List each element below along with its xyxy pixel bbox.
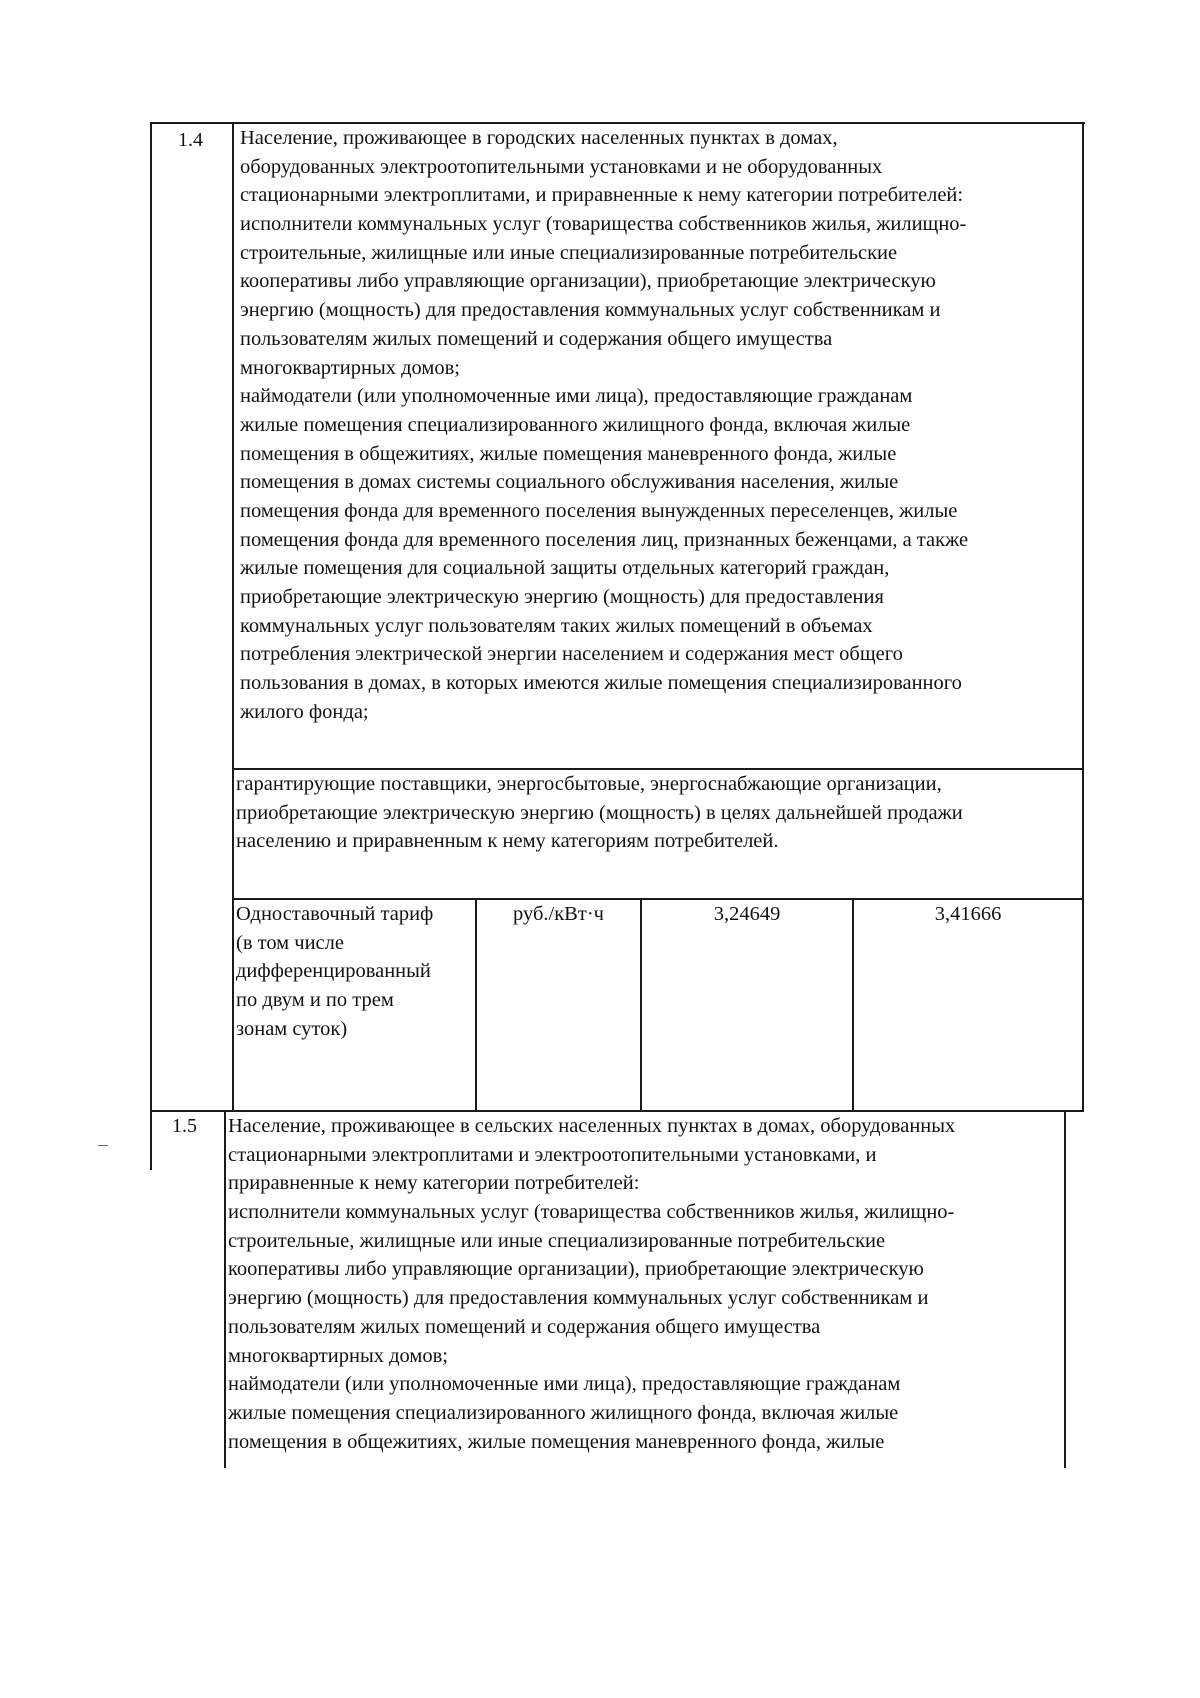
text-line: строительные, жилищные или иные специализированные потребительские (228, 1229, 886, 1252)
text-line: жилые помещения специализированного жилищного фонда, включая жилые (228, 1401, 899, 1424)
row-1-4-main-text (240, 124, 968, 726)
number-column-divider-upper (232, 122, 234, 1112)
text-line: Одноставочный тариф (236, 903, 434, 925)
text-line: приобретающие электрическую энергию (мощность) для предоставления (240, 586, 884, 608)
text-line: исполнители коммунальных услуг (товарищества собственников жилья, жилищно- (240, 213, 967, 236)
text-line: гарантирующие поставщики, энергосбытовые, энергоснабжающие организации, (236, 773, 942, 795)
text-line: исполнители коммунальных услуг (товарищества собственников жилья, жилищно- (228, 1201, 955, 1224)
tariff-col-divider-2 (640, 898, 642, 1112)
text-line: пользователям жилых помещений и содержания общего имущества (240, 327, 833, 350)
text-line: Население, проживающее в сельских населенных пунктах в домах, оборудованных (228, 1115, 956, 1137)
text-line: наймодатели (или уполномоченные ими лица), предоставляющие гражданам (240, 385, 913, 408)
text-line: энергию (мощность) для предоставления коммунальных услуг собственникам и (240, 299, 941, 322)
text-line: помещения в общежитиях, жилые помещения маневренного фонда, жилые (228, 1430, 885, 1453)
tariff-col-divider-1 (475, 898, 477, 1112)
row-number-1-5: 1.5 (172, 1115, 197, 1137)
text-line: многоквартирных домов; (240, 356, 460, 379)
text-line: кооперативы либо управляющие организации), приобретающие электрическую (228, 1258, 924, 1281)
table-right-border-lower (1064, 1110, 1066, 1468)
text-line: коммунальных услуг пользователям таких жилых помещений в объемах (240, 614, 873, 637)
tariff-value-1-cell: 3,24649 (713, 903, 781, 925)
text-line: строительные, жилищные или иные специализированные потребительские (240, 241, 898, 264)
row-number-1-4: 1.4 (178, 129, 203, 151)
table-left-border-lower (150, 1110, 152, 1170)
text-line: наймодатели (или уполномоченные ими лица), предоставляющие гражданам (228, 1373, 901, 1396)
text-line: жилые помещения для социальной защиты отдельных категорий граждан, (240, 557, 890, 580)
text-line: помещения фонда для временного поселения вынужденных переселенцев, жилые (240, 499, 958, 522)
text-line: оборудованных электроотопительными установками и не оборудованных (240, 155, 883, 178)
table-left-border-upper (150, 122, 152, 1112)
text-line: помещения в домах системы социального обслуживания населения, жилые (240, 471, 899, 494)
text-line: помещения в общежитиях, жилые помещения маневренного фонда, жилые (240, 442, 897, 465)
tariff-value-2-cell: 3,41666 (934, 903, 1002, 925)
text-line: приобретающие электрическую энергию (мощность) в целях дальнейшей продажи (236, 801, 963, 824)
text-line: по двум и по трем (236, 989, 394, 1012)
tariff-name-cell (236, 900, 433, 1043)
text-line: жилого фонда; (240, 700, 369, 723)
text-line: дифференцированный (236, 960, 431, 983)
text-line: помещения фонда для временного поселения лиц, признанных беженцами, а также (240, 528, 969, 551)
text-line: Население, проживающее в городских населенных пунктах в домах, (240, 127, 838, 149)
row-1-5-main-text (228, 1112, 955, 1456)
text-line: стационарными электроплитами и электроотопительными установками, и (228, 1143, 877, 1166)
text-line: зонам суток) (236, 1017, 348, 1040)
text-line: пользователям жилых помещений и содержания общего имущества (228, 1315, 821, 1338)
text-line: (в том числе (236, 931, 344, 954)
text-line: потребления электрической энергии населением и содержания мест общего (240, 643, 903, 666)
text-line: энергию (мощность) для предоставления коммунальных услуг собственникам и (228, 1287, 929, 1310)
margin-mark (98, 1145, 108, 1146)
text-line: пользования в домах, в которых имеются жилые помещения специализированного (240, 672, 962, 695)
text-line: многоквартирных домов; (228, 1344, 448, 1367)
tariff-col-divider-3 (852, 898, 854, 1112)
text-line: приравненные к нему категории потребителей: (228, 1172, 640, 1195)
text-line: стационарными электроплитами, и приравненные к нему категории потребителей: (240, 184, 964, 207)
text-line: жилые помещения специализированного жилищного фонда, включая жилые (240, 413, 911, 436)
text-line: кооперативы либо управляющие организации), приобретающие электрическую (240, 270, 936, 293)
row-1-4-supplier-text (236, 770, 963, 856)
number-column-divider-lower (224, 1110, 226, 1468)
table-right-border-upper (1082, 122, 1084, 1112)
tariff-unit-cell: руб./кВт·ч (513, 903, 604, 925)
text-line: населению и приравненным к нему категориям потребителей. (236, 830, 779, 853)
